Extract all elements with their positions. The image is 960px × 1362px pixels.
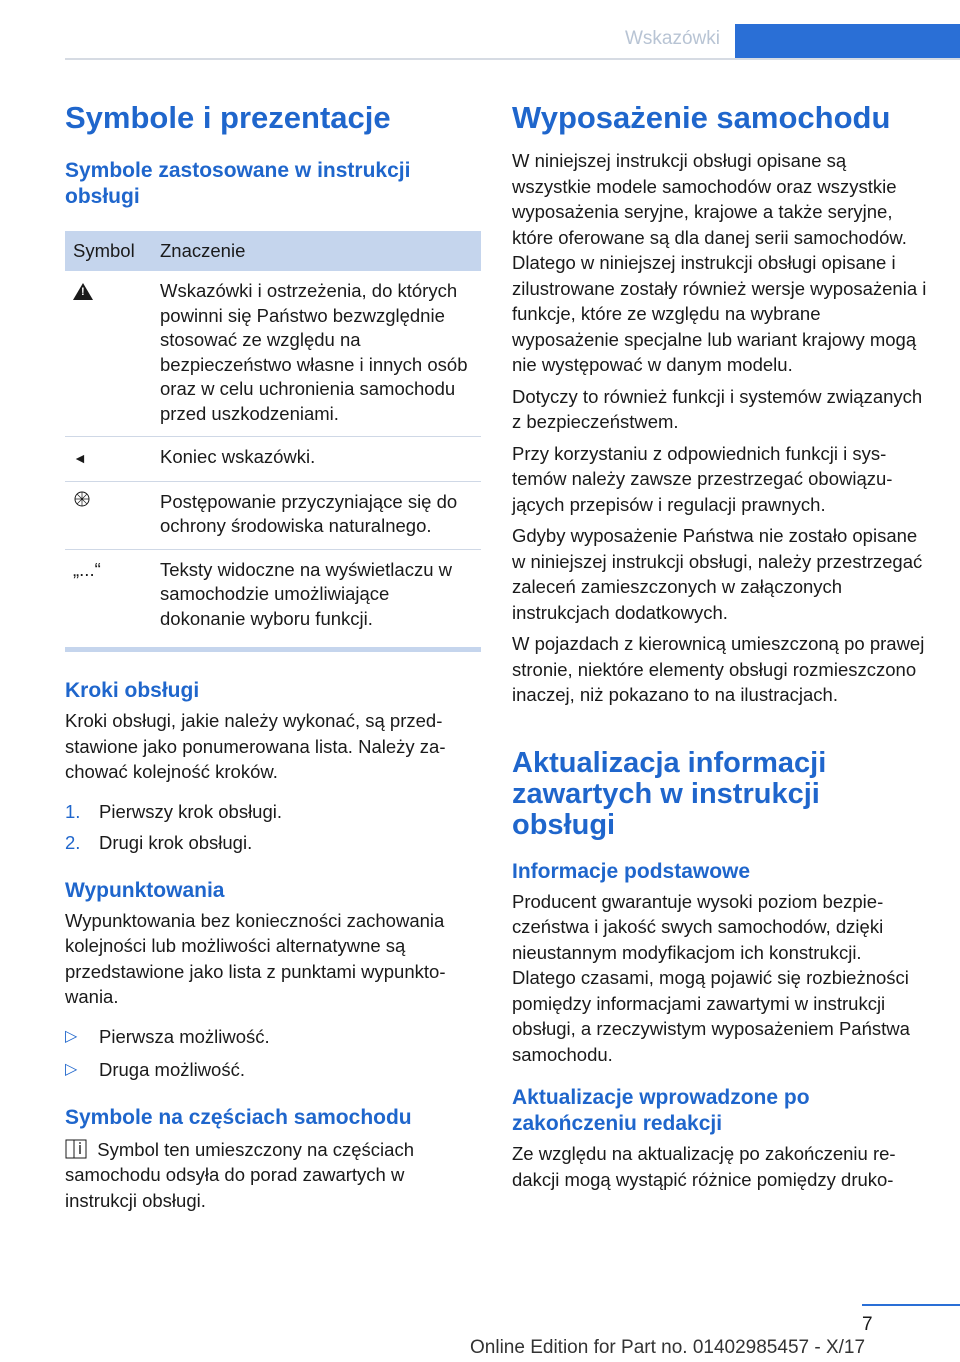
- environment-icon: [73, 490, 91, 508]
- bullet-marker: ▷: [65, 1027, 78, 1045]
- table-header-row: [65, 231, 481, 271]
- bullet-text: Pierwsza możliwość.: [99, 1025, 270, 1047]
- col-header-meaning: Znaczenie: [152, 231, 481, 271]
- table-cell-meaning: Wskazówki i ostrzeżenia, do których powinni się Państwo bezwzględnie stosować ze względu na bezpieczeństwo własne i innych osób oraz w celu uchronienia samochodu przed uszkodzeniami.: [152, 271, 481, 437]
- step-number: 2.: [65, 831, 81, 853]
- equipment-paragraph: W pojazdach z kierownicą umieszczoną po prawej stronie, niektóre elementy obsługi rozmieszczono inaczej, niż pokazano to na ilustracjach.: [512, 633, 925, 705]
- subsection-title-manual-symbols: Symbole zastosowane w instrukcji obsługi: [65, 159, 411, 208]
- list-item: [65, 799, 481, 824]
- edition-footer: Online Edition for Part no. 01402985457 - X/17: [470, 1337, 866, 1358]
- table-row: [65, 549, 481, 641]
- running-header: Wskazówki: [624, 28, 720, 49]
- bullets-description: Wypunktowania bez konieczności zachowania kolejności lub możliwości alternatywne są przedstawione jako lista z punktami wypunktowania.: [65, 909, 446, 1007]
- bullet-text: Druga możliwość.: [99, 1058, 245, 1080]
- quote-symbol: „...“: [73, 558, 101, 580]
- equipment-paragraph: Gdyby wyposażenie Państwa nie zostało opisane w niniejszej instrukcji obsługi, należy przestrzegać zaleceń zamieszczonych w załączonych instrukcjach dodatkowych.: [512, 525, 923, 623]
- subsection-title-basic-info: Informacje podstawowe: [512, 859, 751, 883]
- bullets-list: [65, 1024, 481, 1082]
- section-title-equipment: Wyposażenie samochodu: [512, 100, 891, 135]
- steps-description: Kroki obsługi, jakie należy wykonać, są przedstawione jako ponumerowana lista. Należy zachować kolejność kroków.: [65, 710, 446, 782]
- table-cell-meaning: Teksty widoczne na wyświetlaczu w samochodzie umożliwiające dokonanie wyboru funkcji.: [160, 558, 452, 629]
- table-cell-meaning: Postępowanie przyczyniające się do ochrony środowiska naturalnego.: [152, 481, 481, 549]
- section-title-updates: Aktualizacja informacji zawartych w instrukcji obsługi: [512, 746, 827, 841]
- bullet-marker: ▷: [65, 1060, 78, 1078]
- section-title-symbols: Symbole i prezentacje: [65, 100, 391, 135]
- step-text: Pierwszy krok obsługi.: [99, 800, 283, 822]
- warning-triangle-icon: !: [73, 283, 93, 300]
- basic-info-paragraph: Producent gwarantuje wysoki poziom bezpieczeństwa i jakość swych samochodów, dzięki nieustannym modyfikacjom ich konstrukcji. Dlatego czasami, mogą pojawić się rozbieżności pomiędzy informacjami zawartymi w instrukcji obsługi, a rzeczywistym wyposażeniem Państwa samochodu.: [512, 890, 910, 1065]
- equipment-paragraph: Dotyczy to również funkcji i systemów związanych z bezpieczeństwem.: [512, 385, 923, 432]
- table-bottom-rule: [65, 647, 481, 652]
- subsection-title-steps: Kroki obsługi: [65, 679, 200, 702]
- equipment-paragraph: Przy korzystaniu z odpowiednich funkcji i systemów należy zawsze przestrzegać obowiązujących przepisów i regulacji prawnych.: [512, 442, 893, 515]
- list-item: [65, 1024, 481, 1049]
- equipment-paragraph: W niniejszej instrukcji obsługi opisane są wszystkie modele samochodów oraz wszystkie wyposażenia seryjne, krajowe a także seryjne, które oferowane są dla danej serii samochodów. Dlatego w niniejszej instrukcji obsługi opisane i zilustrowane zostały również wersje wyposażenia i funkcje, które ze względu na wybrane wyposażenie specjalne lub wariant krajowy mogą nie występować w danym modelu.: [512, 150, 927, 375]
- step-number: 1.: [65, 800, 81, 822]
- vehicle-symbols-text-block: [65, 1137, 481, 1214]
- subsection-title-vehicle-symbols: Symbole na częściach samochodu: [65, 1105, 412, 1129]
- vehicle-symbols-text: Symbol ten umieszczony na częściach samochodu odsyła do porad zawartych w instrukcji obsługi.: [65, 1138, 414, 1211]
- manual-book-icon: [65, 1139, 87, 1159]
- list-item: [65, 1057, 481, 1082]
- list-item: [65, 830, 481, 855]
- end-marker-icon: ◄: [73, 450, 87, 466]
- subsection-title-post-editorial-updates: Aktualizacje wprowadzone po zakończeniu redakcji: [512, 1086, 810, 1135]
- table-cell-meaning: Koniec wskazówki.: [152, 437, 481, 482]
- steps-list: [65, 799, 481, 855]
- table-row: [65, 271, 481, 437]
- header-accent-block: [735, 24, 960, 60]
- post-editorial-paragraph: Ze względu na aktualizację po zakończeniu redakcji mogą wystąpić różnice pomiędzy druko-: [512, 1143, 896, 1190]
- left-column: [65, 100, 481, 1213]
- step-text: Drugi krok obsługi.: [99, 831, 253, 853]
- col-header-symbol: Symbol: [65, 231, 152, 271]
- subsection-title-bullets: Wypunktowania: [65, 878, 225, 902]
- page-number: 7: [862, 1314, 873, 1335]
- table-row: [65, 437, 481, 482]
- right-column: [512, 100, 930, 1192]
- header-divider: [65, 58, 960, 60]
- table-row: [65, 481, 481, 549]
- footer-divider: [862, 1304, 960, 1306]
- symbol-table: [65, 231, 481, 641]
